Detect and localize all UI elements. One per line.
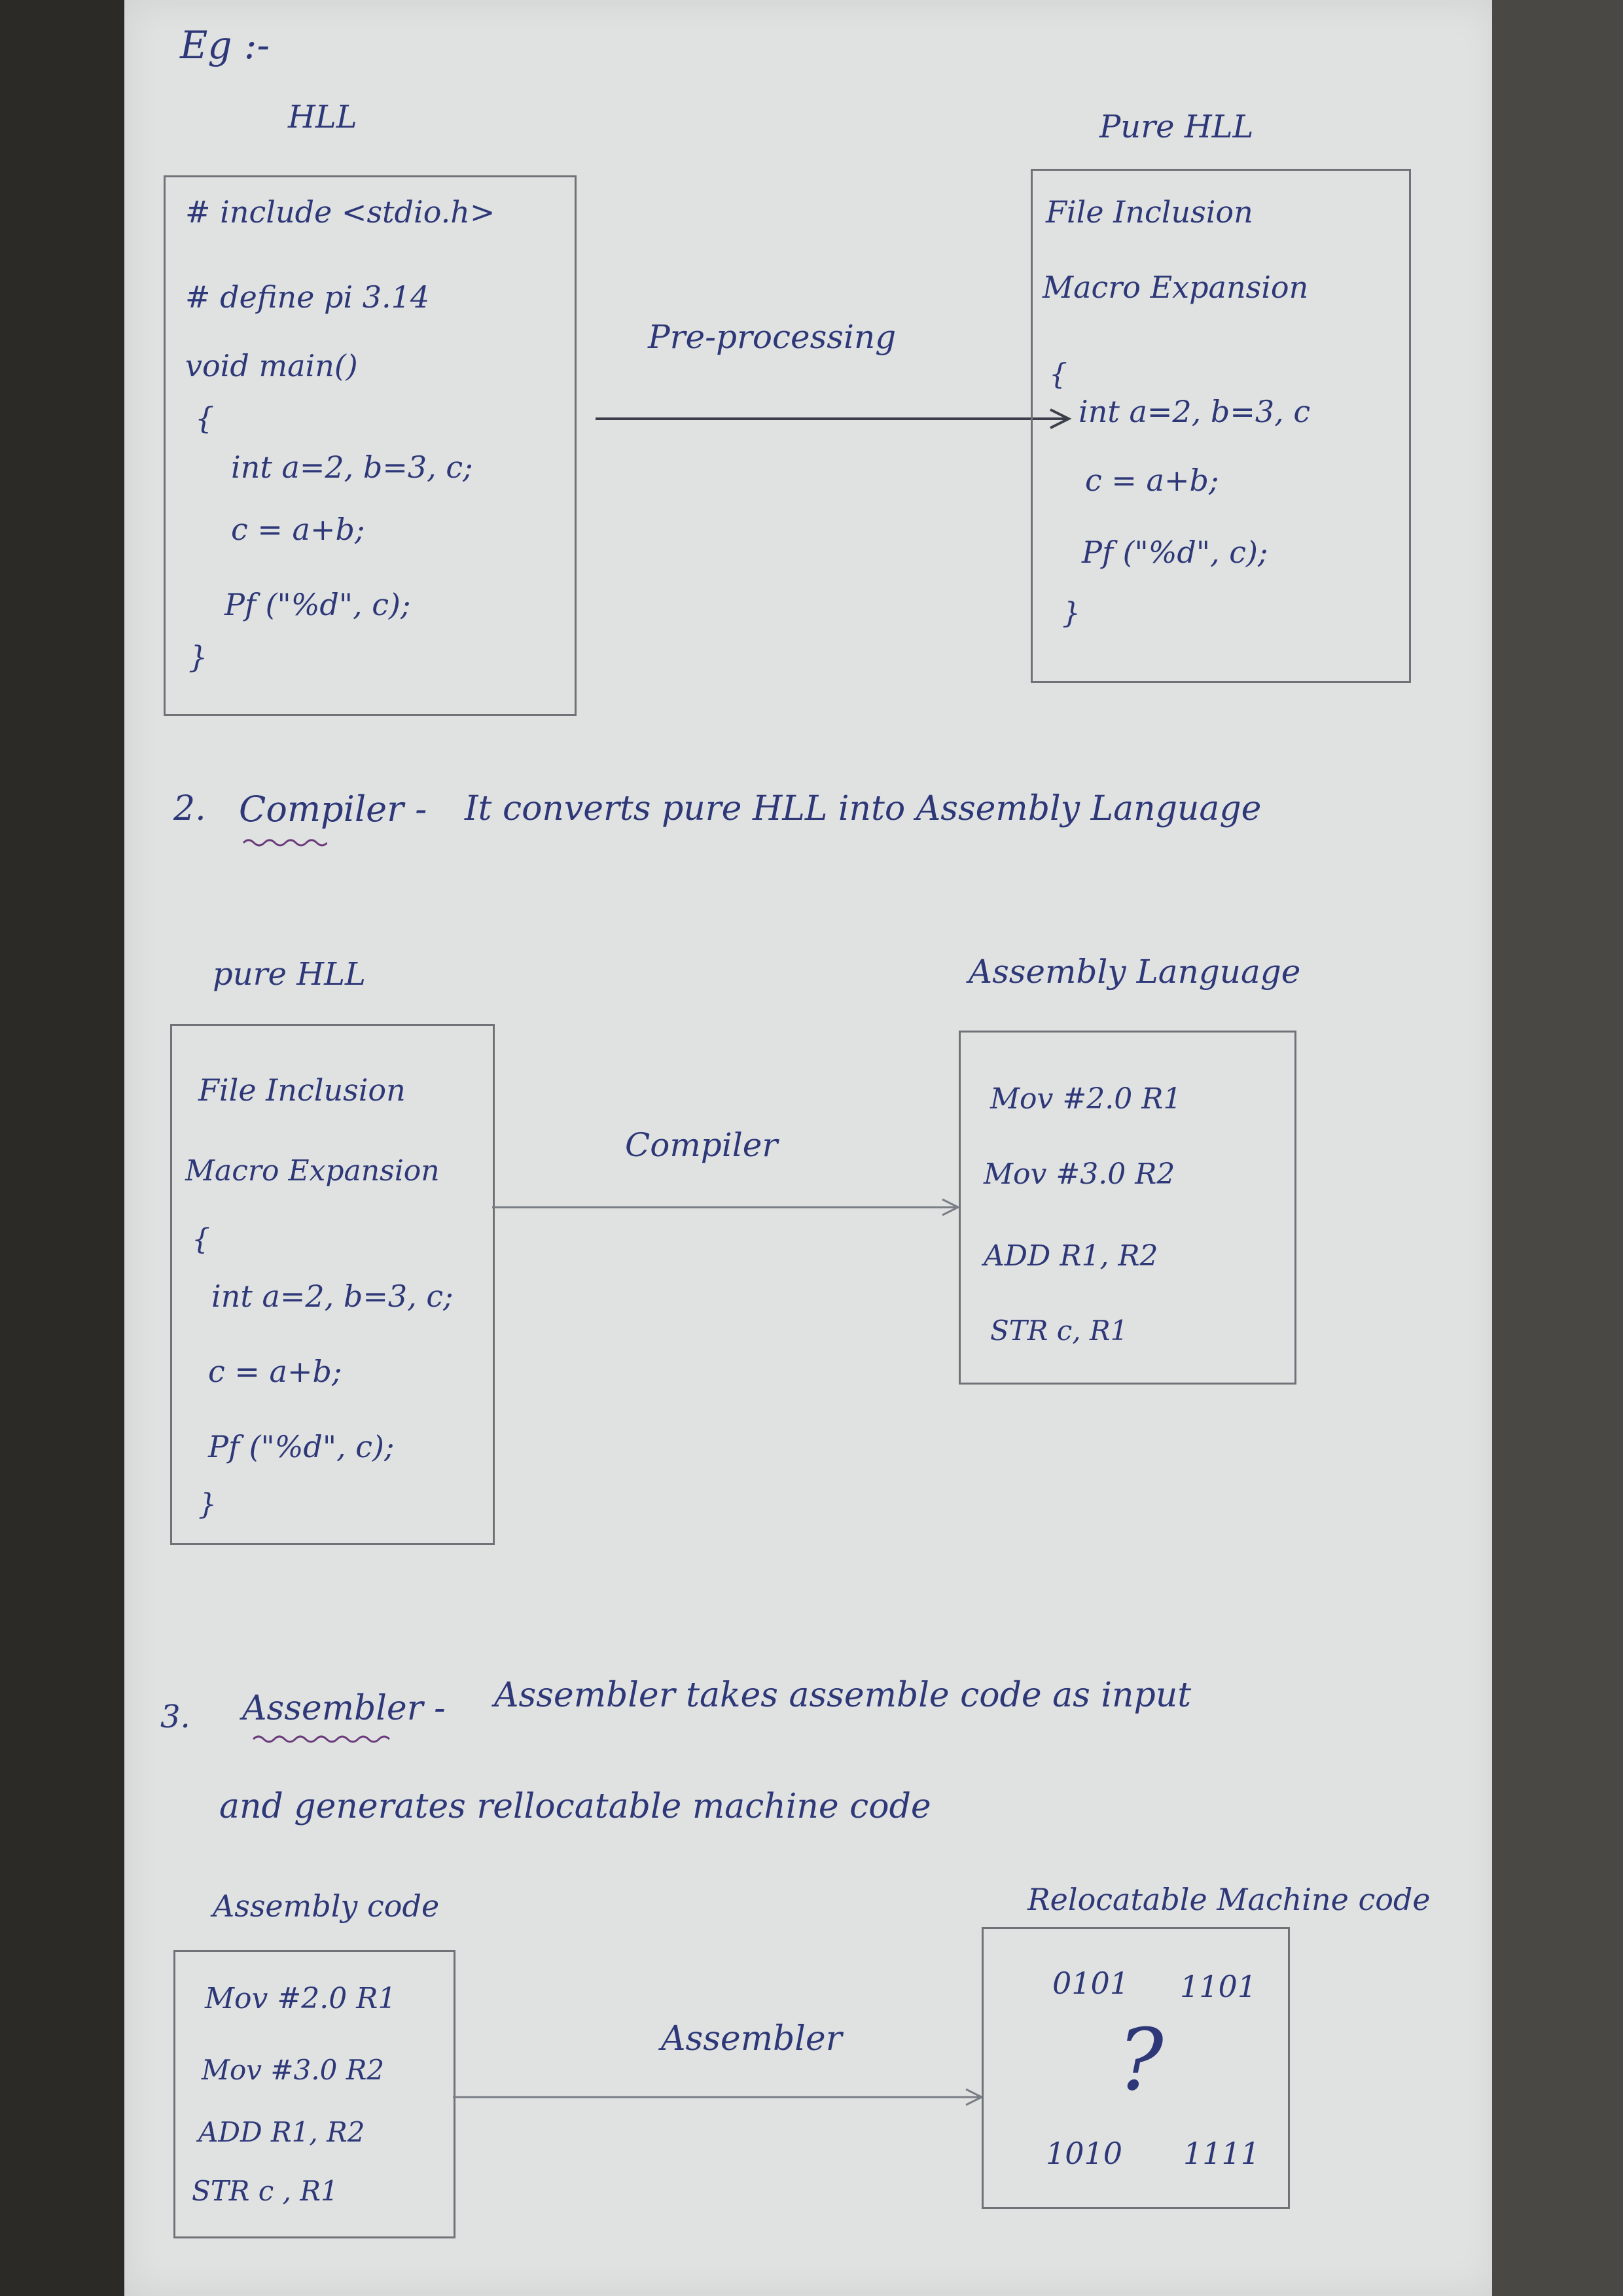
code-line: Mov #2.0 R1	[990, 1082, 1182, 1116]
code-line: Mov #2.0 R1	[205, 1982, 397, 2015]
code-line: Mov #3.0 R2	[202, 2054, 385, 2086]
code-line: c = a+b;	[208, 1354, 342, 1389]
code-line: ADD R1, R2	[198, 2116, 365, 2148]
code-line: Pf ("%d", c);	[208, 1429, 395, 1464]
sec3-term-underline	[252, 1734, 396, 1743]
sec2-arrow-label: Compiler	[625, 1126, 778, 1164]
code-line: {	[1049, 358, 1067, 391]
machine-code-value: 1111	[1183, 2136, 1260, 2171]
sec1-left-title: HLL	[288, 99, 357, 135]
code-line: STR c , R1	[192, 2175, 338, 2207]
sec2-heading-num: 2.	[173, 789, 206, 828]
background-edge	[1492, 0, 1623, 2296]
code-line: Mov #3.0 R2	[984, 1157, 1175, 1191]
code-line: File Inclusion	[198, 1072, 406, 1108]
sec3-arrow-label: Assembler	[661, 2019, 842, 2058]
code-line: c = a+b;	[231, 512, 365, 547]
sec3-arrow	[452, 2084, 988, 2110]
sec1-arrow-label: Pre-processing	[648, 318, 897, 356]
code-line: {	[192, 1223, 210, 1256]
notebook-page	[124, 0, 1499, 2296]
code-line: # include <stdio.h>	[185, 194, 495, 230]
code-line: Macro Expansion	[185, 1154, 440, 1188]
code-line: {	[195, 400, 215, 436]
sec1-right-title: Pure HLL	[1099, 109, 1254, 145]
code-line: void main()	[185, 348, 358, 383]
code-line: int a=2, b=3, c;	[231, 450, 473, 485]
code-line: # define pi 3.14	[185, 279, 430, 315]
sec1-pure-hll-box	[1031, 169, 1411, 683]
sec1-hll-box	[164, 175, 577, 716]
sec3-heading-text-1: Assembler takes assemble code as input	[494, 1676, 1192, 1715]
code-line: Pf ("%d", c);	[1082, 535, 1268, 570]
code-line: int a=2, b=3, c;	[211, 1279, 454, 1314]
sec2-pure-hll-box	[170, 1024, 495, 1545]
sec2-heading-text: It converts pure HLL into Assembly Language	[465, 789, 1262, 828]
sec2-term-underline	[242, 838, 327, 847]
code-line: }	[198, 1488, 217, 1521]
code-line: File Inclusion	[1046, 194, 1253, 230]
sec1-arrow	[592, 406, 1077, 432]
sec3-heading-num: 3.	[160, 1699, 190, 1735]
code-line: ADD R1, R2	[984, 1239, 1158, 1273]
machine-code-value: 1101	[1180, 1969, 1257, 2004]
code-line: Macro Expansion	[1043, 270, 1309, 305]
sec2-heading-term: Compiler -	[239, 788, 427, 830]
sec3-left-title: Assembly code	[213, 1888, 440, 1924]
code-line: Pf ("%d", c);	[224, 587, 411, 622]
code-line: c = a+b;	[1085, 463, 1219, 498]
sec3-heading-term: Assembler -	[242, 1689, 446, 1728]
sec2-assembly-box	[959, 1031, 1296, 1385]
code-line: STR c, R1	[990, 1315, 1128, 1347]
code-line: }	[1062, 597, 1080, 630]
sec2-right-title: Assembly Language	[969, 953, 1301, 991]
code-line: int a=2, b=3, c	[1079, 394, 1311, 429]
sec3-assembly-box	[173, 1950, 455, 2238]
example-label: Eg :-	[180, 23, 270, 67]
sec3-heading-text-2: and generates rellocatable machine code	[219, 1787, 931, 1826]
machine-code-value: 0101	[1052, 1966, 1130, 2001]
sec2-arrow	[491, 1194, 962, 1220]
sec3-right-title: Relocatable Machine code	[1027, 1882, 1431, 1917]
unknown-marker: ?	[1118, 2010, 1164, 2110]
code-line: }	[188, 639, 208, 675]
sec2-left-title: pure HLL	[213, 956, 366, 993]
machine-code-value: 1010	[1046, 2136, 1123, 2171]
sec3-machine-code-box	[982, 1927, 1290, 2209]
